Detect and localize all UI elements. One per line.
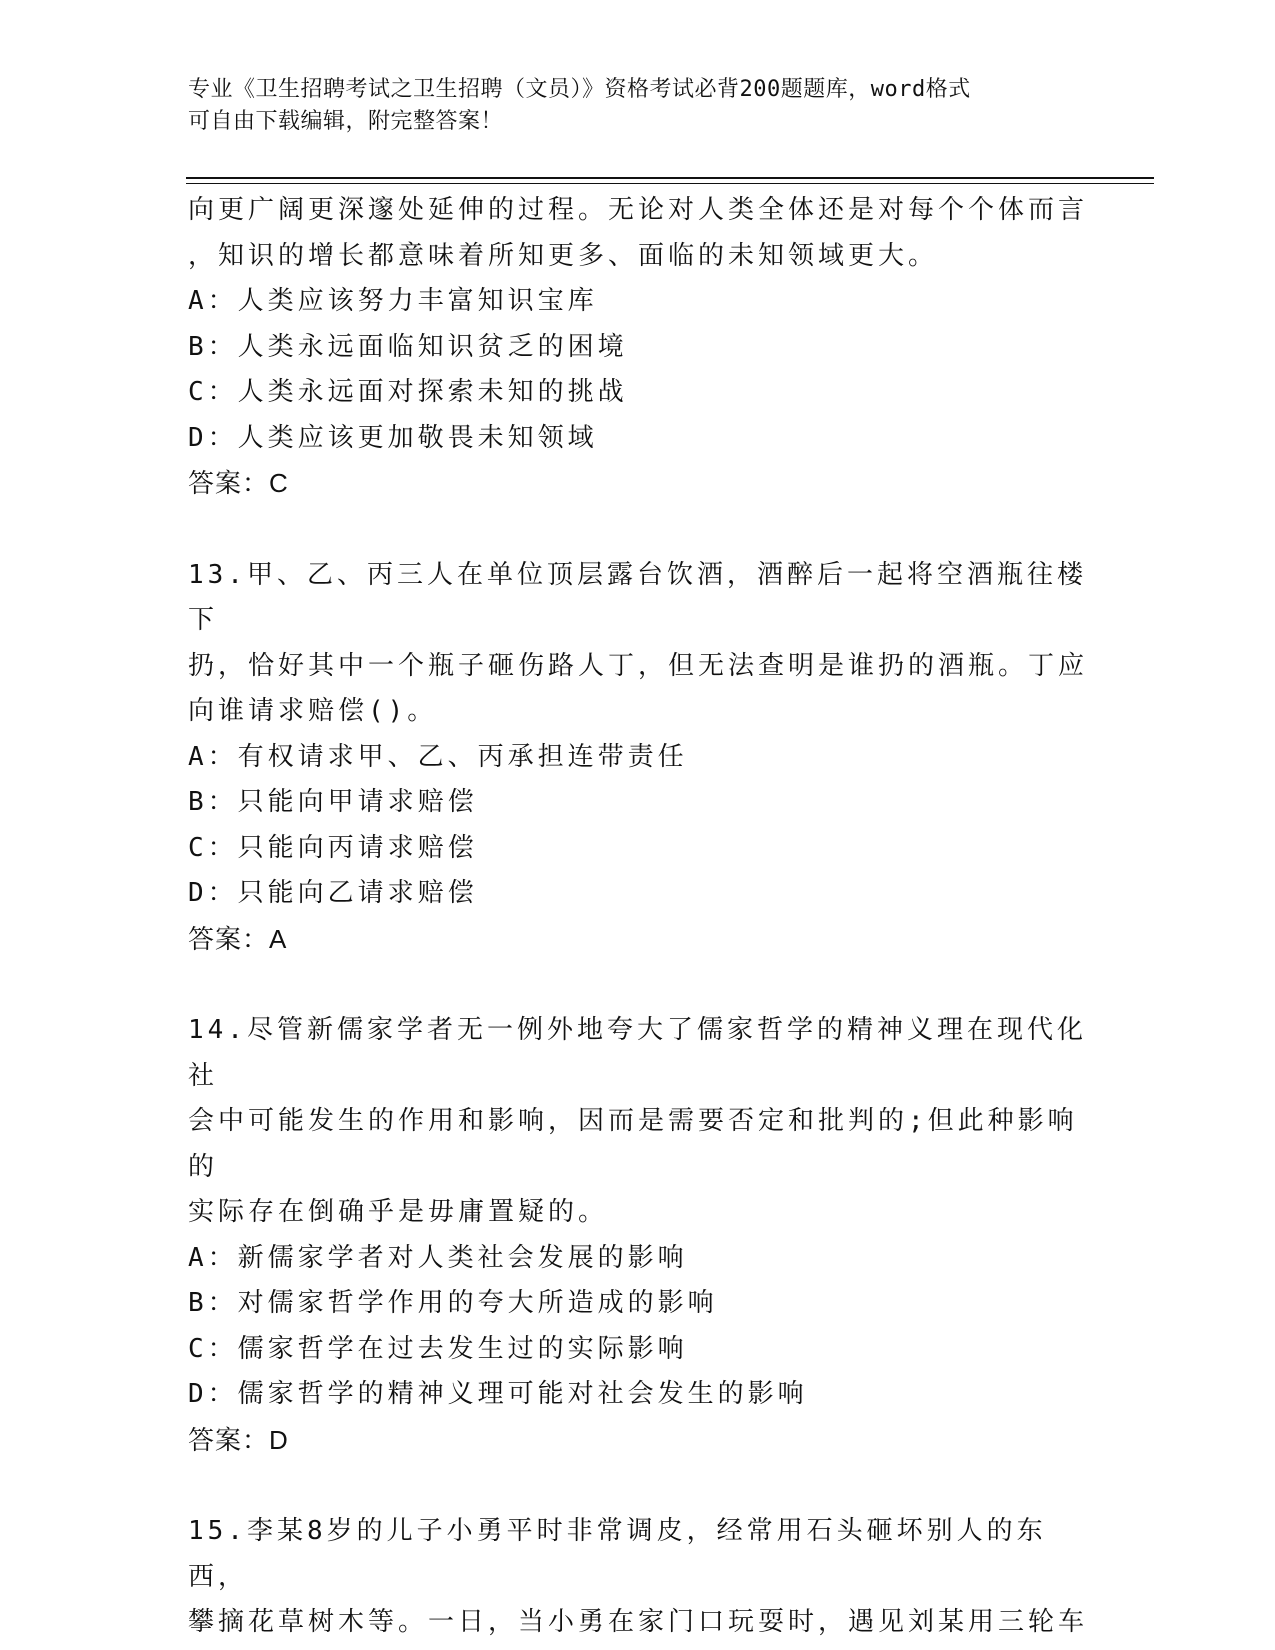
stem-line: 向更广阔更深邃处延伸的过程。无论对人类全体还是对每个个体而言	[188, 195, 1089, 225]
question-gap	[188, 507, 1088, 553]
option-d: D：儒家哲学的精神义理可能对社会发生的影响	[188, 1379, 808, 1409]
option-b: B：人类永远面临知识贫乏的困境	[188, 331, 628, 362]
header-rule-thin	[186, 183, 1154, 184]
document-header	[188, 74, 1078, 138]
question-14-stem-line: 14.尽管新儒家学者无一例外地夸大了儒家哲学的精神义理在现代化社	[188, 1015, 1087, 1091]
option-a: A：有权请求甲、乙、丙承担连带责任	[188, 741, 688, 772]
question-gap	[188, 1463, 1088, 1509]
header-line-2: 可自由下载编辑，附完整答案！	[188, 109, 504, 134]
option-d: D：人类应该更加敬畏未知领域	[188, 422, 598, 453]
option-c: C：只能向丙请求赔偿	[188, 832, 478, 863]
header-rule-thick	[186, 177, 1154, 179]
page-content	[188, 188, 1088, 1646]
question-13-stem-line: 扔，恰好其中一个瓶子砸伤路人丁，但无法查明是谁扔的酒瓶。丁应	[188, 650, 1089, 681]
question-15-stem-line: 15.李某8岁的儿子小勇平时非常调皮，经常用石头砸坏别人的东西，	[188, 1516, 1047, 1592]
option-d: D：只能向乙请求赔偿	[188, 878, 478, 908]
answer-line: 答案：D	[188, 1424, 289, 1455]
question-15-stem-line: 攀摘花草树木等。一日，当小勇在家门口玩耍时，遇见刘某用三轮车	[188, 1607, 1089, 1637]
question-14-stem-line: 实际存在倒确乎是毋庸置疑的。	[188, 1197, 609, 1227]
option-a: A：人类应该努力丰富知识宝库	[188, 286, 598, 316]
option-b: B：只能向甲请求赔偿	[188, 787, 478, 817]
answer-line: 答案：A	[188, 923, 288, 954]
question-13-stem-line: 向谁请求赔偿()。	[188, 696, 438, 726]
question-14-stem-line: 会中可能发生的作用和影响，因而是需要否定和批判的;但此种影响的	[188, 1106, 1078, 1182]
option-c: C：儒家哲学在过去发生过的实际影响	[188, 1333, 688, 1364]
stem-line: ，知识的增长都意味着所知更多、面临的未知领域更大。	[188, 240, 939, 271]
option-c: C：人类永远面对探索未知的挑战	[188, 377, 628, 407]
option-b: B：对儒家哲学作用的夸大所造成的影响	[188, 1288, 718, 1318]
option-a: A：新儒家学者对人类社会发展的影响	[188, 1242, 688, 1273]
header-line-1: 专业《卫生招聘考试之卫生招聘（文员）》资格考试必背200题题库，word格式	[188, 77, 971, 102]
answer-line: 答案：C	[188, 468, 289, 498]
question-gap	[188, 962, 1088, 1008]
question-13-stem-line: 13.甲、乙、丙三人在单位顶层露台饮酒，酒醉后一起将空酒瓶往楼下	[188, 559, 1087, 635]
